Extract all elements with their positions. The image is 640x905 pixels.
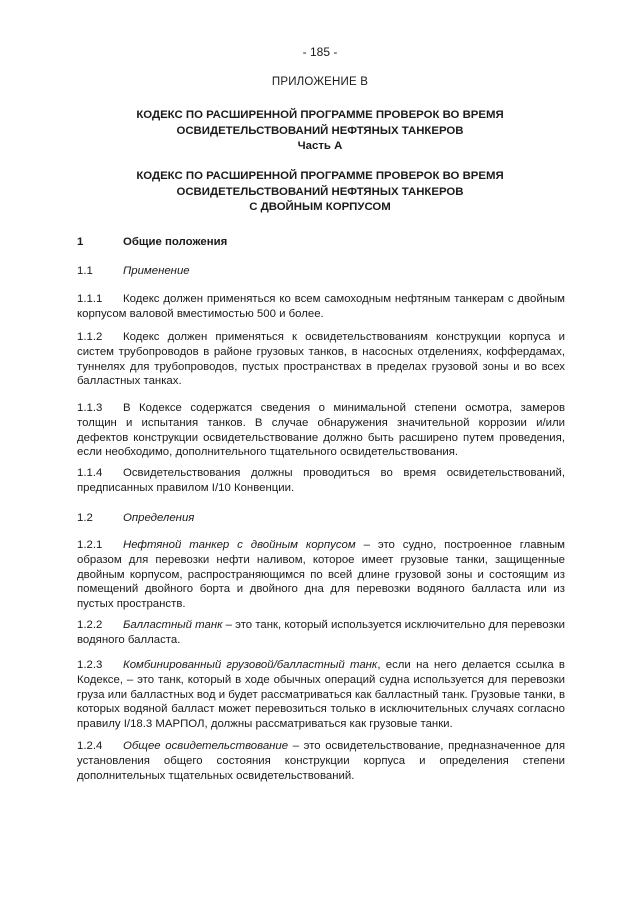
paragraph-number: 1.2.2: [77, 619, 103, 631]
paragraph-text: Кодекс должен применяться к освидетельствованиям конструкции корпуса и систем трубопроводов в районе грузовых танков, в насосных отделениях, коффердамах, туннелях для трубопроводов, пустых пространствах в пределах грузовой зоны и во всех балластных танках.: [77, 331, 565, 388]
part-title: [0, 169, 640, 216]
section-title: Определения: [123, 512, 195, 524]
paragraph-1-1-1: [77, 292, 565, 322]
part-title-line: ОСВИДЕТЕЛЬСТВОВАНИЙ НЕФТЯНЫХ ТАНКЕРОВ: [176, 185, 464, 198]
part-title-line: КОДЕКС ПО РАСШИРЕННОЙ ПРОГРАММЕ ПРОВЕРОК ВО ВРЕМЯ: [136, 170, 504, 182]
part-title-line: С ДВОЙНЫМ КОРПУСОМ: [249, 201, 391, 213]
paragraph-text: – это судно, построенное главным образом для перевозки нефти наливом, которое имеет грузовые танки, защищенные двойным корпусом, распространяющимся по всей длине грузовой зоны и состоящим из помещений двойного борта и двойного дна для перевозки водяного балласта или из пустых пространств.: [77, 539, 565, 611]
title-line: КОДЕКС ПО РАСШИРЕННОЙ ПРОГРАММЕ ПРОВЕРОК ВО ВРЕМЯ: [136, 109, 504, 121]
defined-term: Балластный танк: [123, 619, 223, 631]
paragraph-text: В Кодексе содержатся сведения о минимальной степени осмотра, замеров толщин и испытания танков. В случае обнаружения значительной коррозии и/или дефектов конструкции освидетельствование должно быть расширено путем проведения, если необходимо, дополнительного тщательного освидетельствования.: [77, 402, 565, 459]
paragraph-number: 1.2.4: [77, 740, 103, 752]
paragraph-text: – это освидетельствование, предназначенное для установления общего состояния конструкции корпуса и определения степени дополнительных тщательных освидетельствований.: [77, 740, 565, 782]
paragraph-number: 1.1.4: [77, 467, 103, 479]
annex-heading: ПРИЛОЖЕНИЕ В: [271, 76, 369, 88]
defined-term: Общее освидетельствование: [123, 740, 289, 752]
part-heading: Часть A: [297, 140, 343, 152]
paragraph-text: Освидетельствования должны проводиться во время освидетельствований, предписанных правилом I/10 Конвенции.: [77, 467, 565, 494]
paragraph-1-2-3: [77, 658, 565, 732]
paragraph-number: 1.1.3: [77, 402, 103, 414]
paragraph-1-1-4: [77, 466, 565, 496]
page-number: - 185 -: [302, 45, 338, 59]
paragraph-text: , если на него делается ссылка в Кодексе, – это танк, который в ходе обычных операций судна используется для перевозки груза или балластных вод и будет рассматриваться как балластный танк. Грузовые танки, в которых водяной балласт может перевозиться только в исключительных случаях согласно правилу I/18.3 МАРПОЛ, должны рассматриваться как грузовые танки.: [77, 659, 565, 731]
paragraph-number: 1.1.1: [77, 293, 103, 305]
section-number: 1: [77, 236, 84, 248]
paragraph-number: 1.1.2: [77, 331, 103, 343]
defined-term: Нефтяной танкер с двойным корпусом: [123, 539, 356, 551]
paragraph-1-1-3: [77, 401, 565, 460]
section-title: Применение: [123, 265, 190, 277]
section-title: Общие положения: [123, 236, 228, 248]
paragraph-1-2-4: [77, 739, 565, 783]
section-number: 1.1: [77, 265, 93, 277]
paragraph-number: 1.2.1: [77, 539, 103, 551]
paragraph-text: Кодекс должен применяться ко всем самоходным нефтяным танкерам с двойным корпусом валовой вместимостью 500 и более.: [77, 293, 565, 320]
paragraph-1-2-2: [77, 618, 565, 648]
document-title: [0, 108, 640, 139]
title-line: ОСВИДЕТЕЛЬСТВОВАНИЙ НЕФТЯНЫХ ТАНКЕРОВ: [176, 124, 464, 137]
paragraph-text: – это танк, который используется исключительно для перевозки водяного балласта.: [77, 619, 565, 646]
section-number: 1.2: [77, 512, 93, 524]
defined-term: Комбинированный грузовой/балластный танк: [123, 659, 378, 671]
paragraph-number: 1.2.3: [77, 659, 103, 671]
paragraph-1-1-2: [77, 330, 565, 389]
paragraph-1-2-1: [77, 538, 565, 612]
